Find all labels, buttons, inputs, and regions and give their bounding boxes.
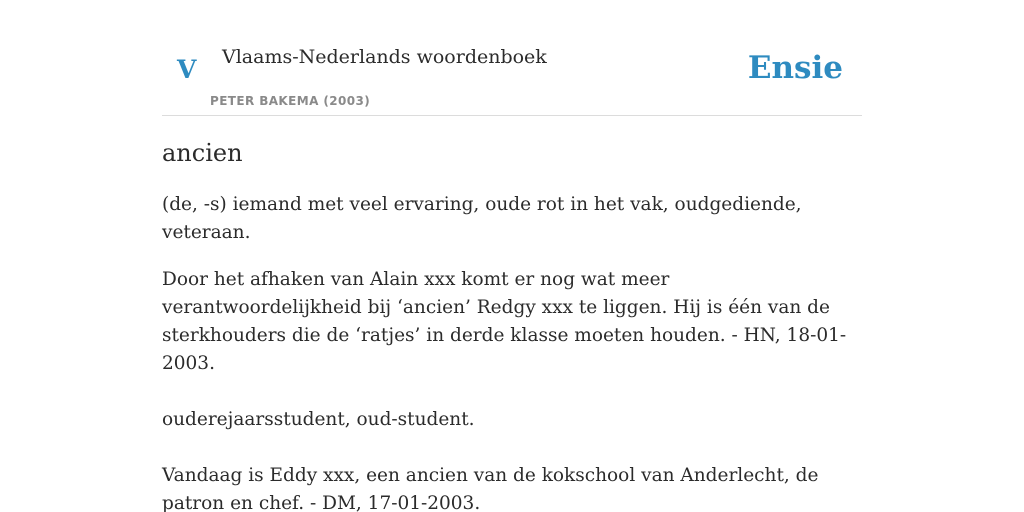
sense-example: Door het afhaken van Alain xxx komt er nog wat meer verantwoordelijkheid bij ‘ancien’ Redgy xxx te liggen. Hij is één van de sterkhouders die de ‘ratjes’ in derde klasse moeten houden. - HN, 18-01-2003. [162,269,847,374]
entry-word: ancien [162,139,243,167]
dictionary-author: PETER BAKEMA (2003) [210,94,371,108]
sense-definition: ouderejaarsstudent, oud-student. [162,409,475,430]
entry-content [162,191,862,512]
dictionary-logo: V [177,55,197,84]
sense-example: Vandaag is Eddy xxx, een ancien van de kokschool van Anderlecht, de patron en chef. - DM, 17-01-2003. [162,465,819,512]
dictionary-title[interactable]: Vlaams-Nederlands woordenboek [222,46,547,68]
sense-definition: (de, -s) iemand met veel ervaring, oude rot in het vak, oudgediende, veteraan. [162,194,802,243]
ensie-brand-logo[interactable]: Ensie [747,50,843,86]
dictionary-header [162,40,862,116]
